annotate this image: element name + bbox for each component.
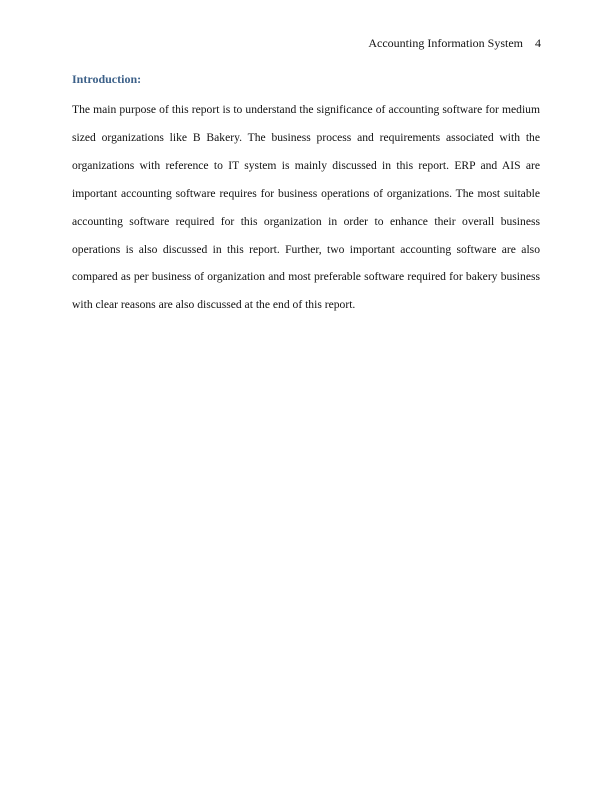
running-header-title: Accounting Information System — [368, 36, 523, 50]
section-heading: Introduction: — [72, 72, 142, 86]
introduction-paragraph: The main purpose of this report is to understand the significance of accounting software for medium sized organizations like B Bakery. The business process and requirements associated with the organizations with reference to IT system is mainly discussed in this report. ERP and AIS are important accounting software requires for business operations of organizations. The most suitable accounting software required for this organization in order to enhance their overall business operations is also discussed in this report. Further, two important accounting software are also compared as per business of organization and most preferable software required for bakery business with clear reasons are also discussed at the end of this report. — [72, 103, 540, 312]
page-number: 4 — [535, 36, 541, 50]
running-header — [368, 36, 541, 50]
